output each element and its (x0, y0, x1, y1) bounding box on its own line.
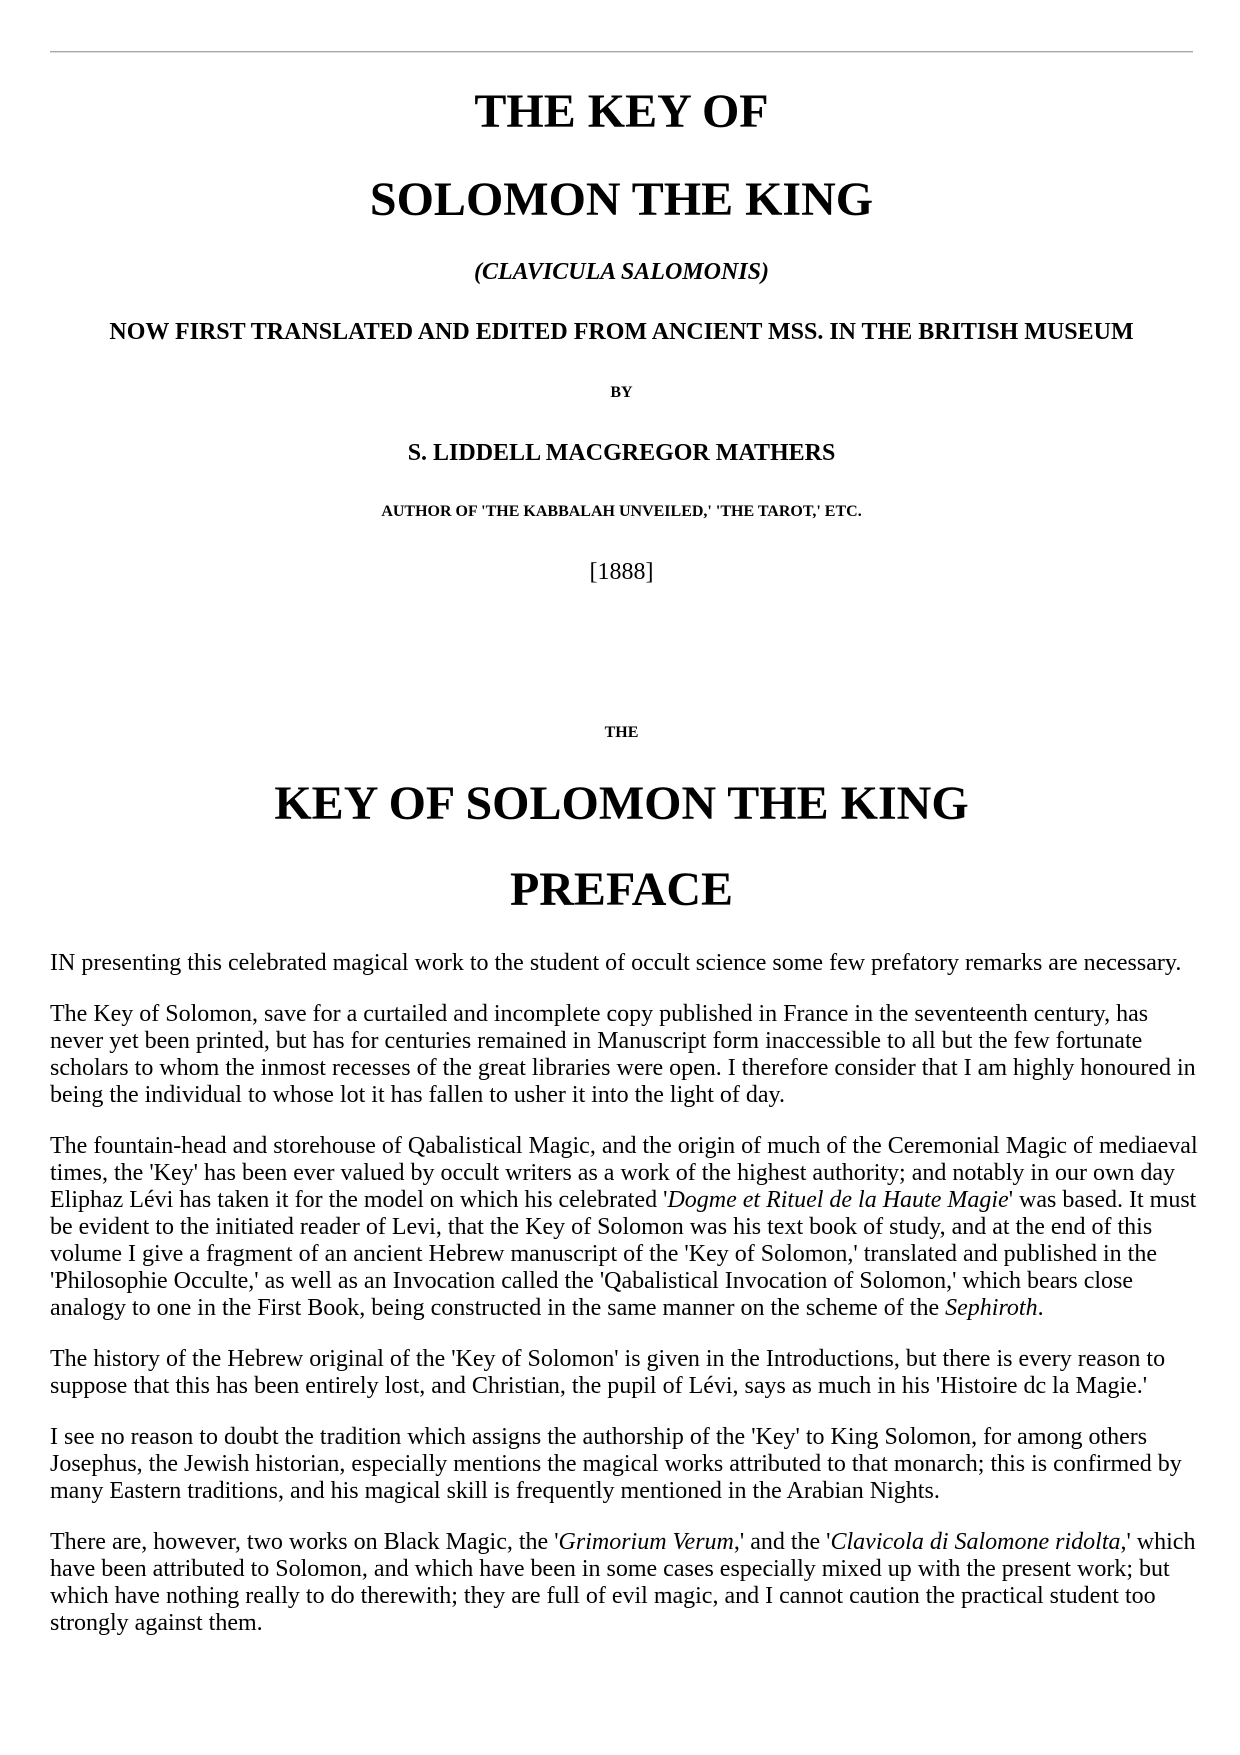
latin-title: (CLAVICULA SALOMONIS) (474, 259, 769, 285)
text-line (50, 1373, 1210, 1400)
preface-paragraph (50, 1133, 1210, 1322)
author-name: S. LIDDELL MACGREGOR MATHERS (407, 440, 836, 466)
text-run: strongly against them. (50, 1610, 263, 1636)
preface-paragraph (50, 1346, 1210, 1400)
text-run: . (1037, 1295, 1044, 1321)
text-run: The fountain-head and storehouse of Qabalistical Magic, and the origin of much of the Ceremonial Magic of mediaeval (50, 1133, 1198, 1159)
preface-paragraph (50, 950, 1210, 977)
text-line (50, 1478, 1210, 1505)
italic-work-title: Grimorium Verum (558, 1529, 734, 1555)
text-line (50, 1055, 1210, 1082)
text-line (50, 1295, 1210, 1322)
text-line (50, 1160, 1210, 1187)
text-run: ,' which (1120, 1529, 1196, 1555)
text-run: Josephus, the Jewish historian, especially mentions the magical works attributed to that monarch; this is confirmed by (50, 1451, 1182, 1477)
preface-paragraph (50, 1529, 1210, 1637)
italic-work-title: Sephiroth (945, 1295, 1038, 1321)
text-run: suppose that this has been entirely lost, and Christian, the pupil of Lévi, says as much in his 'Histoire dc la Magie.' (50, 1373, 1148, 1399)
text-line (50, 1214, 1210, 1241)
text-line (50, 1133, 1210, 1160)
italic-work-title: Clavicola di Salomone ridolta (830, 1529, 1121, 1555)
by-label: BY (610, 384, 633, 401)
text-run: times, the 'Key' has been ever valued by occult writers as a work of the highest authority; and notably in our own day (50, 1160, 1176, 1186)
text-line (50, 1529, 1210, 1556)
text-line (50, 1346, 1210, 1373)
author-credits: AUTHOR OF 'THE KABBALAH UNVEILED,' 'THE TAROT,' ETC. (381, 503, 862, 520)
subtitle: NOW FIRST TRANSLATED AND EDITED FROM ANCIENT MSS. IN THE BRITISH MUSEUM (109, 319, 1134, 345)
section-kicker: THE (604, 724, 639, 741)
text-run: 'Philosophie Occulte,' as well as an Invocation called the 'Qabalistical Invocation of Solomon,' which bears close (50, 1268, 1133, 1294)
book-title-line-1: THE KEY OF (474, 85, 769, 138)
horizontal-rule (50, 51, 1193, 53)
text-run: many Eastern traditions, and his magical skill is frequently mentioned in the Arabian Nights. (50, 1478, 940, 1504)
text-line (50, 1424, 1210, 1451)
preface-body (50, 950, 1210, 1661)
italic-work-title: Dogme et Rituel de la Haute Magie (667, 1187, 1009, 1213)
text-line (50, 1556, 1210, 1583)
text-run: ' was based. It must (1008, 1187, 1197, 1213)
text-line (50, 1583, 1210, 1610)
text-run: There are, however, two works on Black Magic, the ' (50, 1529, 559, 1555)
text-line (50, 1028, 1210, 1055)
text-run: Eliphaz Lévi has taken it for the model on which his celebrated ' (50, 1187, 668, 1213)
text-run: analogy to one in the First Book, being constructed in the same manner on the scheme of the (50, 1295, 946, 1321)
text-line (50, 1241, 1210, 1268)
section-heading: KEY OF SOLOMON THE KING (274, 777, 969, 830)
text-run: scholars to whom the inmost recesses of the great libraries were open. I therefore consider that I am highly honoured in (50, 1055, 1196, 1081)
text-run: which have nothing really to do therewith; they are full of evil magic, and I cannot caution the practical student too (50, 1583, 1156, 1609)
text-run: The history of the Hebrew original of the 'Key of Solomon' is given in the Introductions, but there is every reason to (50, 1346, 1166, 1372)
text-line (50, 1001, 1210, 1028)
text-run: IN presenting this celebrated magical work to the student of occult science some few prefatory remarks are necessary. (50, 950, 1182, 976)
text-run: have been attributed to Solomon, and which have been in some cases especially mixed up with the present work; but (50, 1556, 1170, 1582)
text-line (50, 1451, 1210, 1478)
publication-year: [1888] (589, 559, 654, 585)
text-line (50, 1268, 1210, 1295)
text-line (50, 1082, 1210, 1109)
text-line (50, 1610, 1210, 1637)
preface-paragraph (50, 1001, 1210, 1109)
text-run: The Key of Solomon, save for a curtailed and incomplete copy published in France in the seventeenth century, has (50, 1001, 1149, 1027)
text-run: be evident to the initiated reader of Levi, that the Key of Solomon was his text book of study, and at the end of this (50, 1214, 1153, 1240)
book-title-line-2: SOLOMON THE KING (369, 173, 874, 226)
text-run: ,' and the ' (733, 1529, 831, 1555)
text-run: never yet been printed, but has for centuries remained in Manuscript form inaccessible to all but the few fortunate (50, 1028, 1143, 1054)
text-line (50, 1187, 1210, 1214)
text-run: being the individual to whose lot it has fallen to usher it into the light of day. (50, 1082, 785, 1108)
text-run: volume I give a fragment of an ancient Hebrew manuscript of the 'Key of Solomon,' translated and published in the (50, 1241, 1157, 1267)
preface-title: PREFACE (509, 863, 734, 916)
text-run: I see no reason to doubt the tradition which assigns the authorship of the 'Key' to King Solomon, for among others (50, 1424, 1148, 1450)
text-line (50, 950, 1210, 977)
preface-paragraph (50, 1424, 1210, 1505)
